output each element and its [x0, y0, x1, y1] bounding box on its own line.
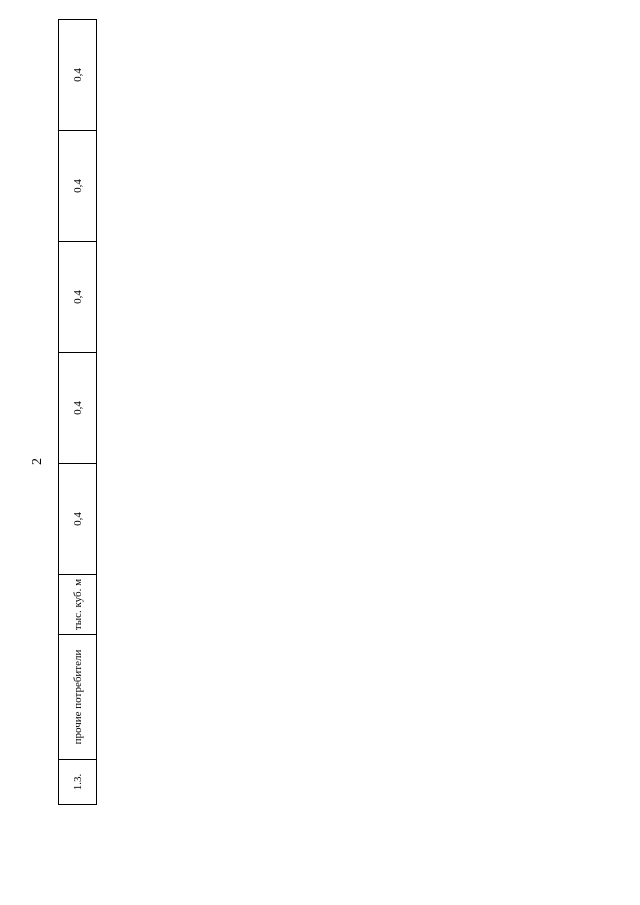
table-row — [59, 20, 97, 805]
row-value: 0,4 — [59, 464, 97, 575]
page-number: 2 — [30, 458, 45, 465]
row-name: прочие потребители — [59, 635, 97, 760]
row-num: 1.3. — [59, 760, 97, 805]
table-1-main — [58, 19, 97, 805]
row-value: 0,4 — [59, 353, 97, 464]
row-value: 0,4 — [59, 131, 97, 242]
row-value: 0,4 — [59, 242, 97, 353]
row-value: 0,4 — [59, 20, 97, 131]
row-unit: тыс. куб. м — [59, 575, 97, 635]
